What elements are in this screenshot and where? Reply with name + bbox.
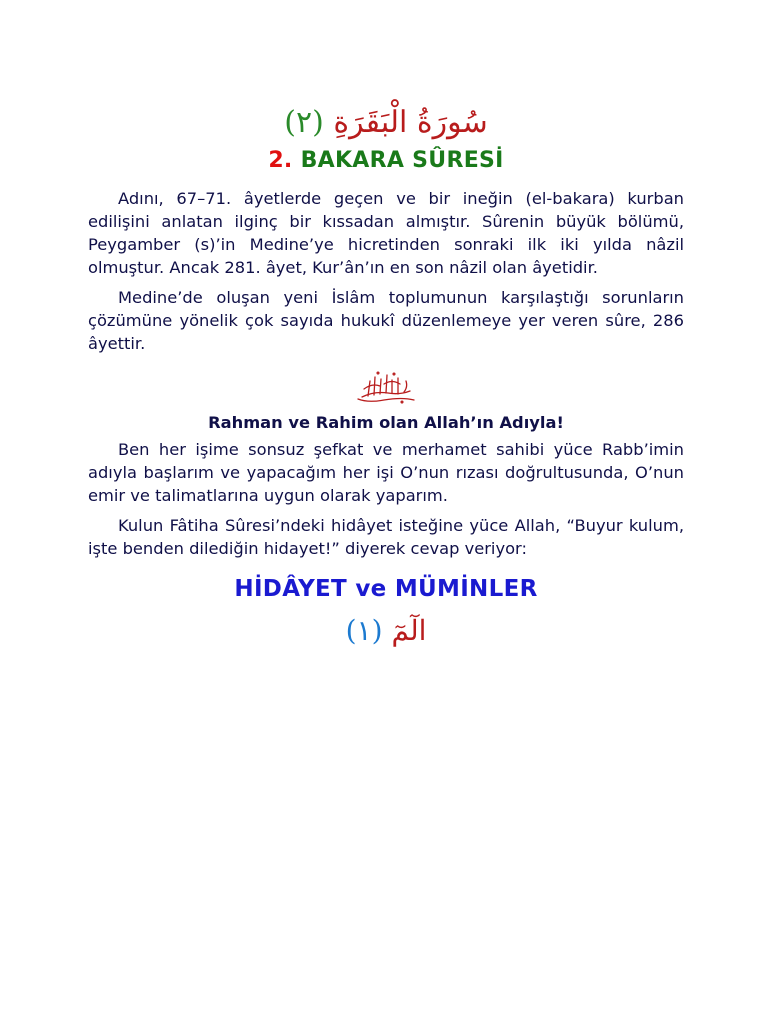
verse-1 [88,614,684,647]
basmala-paragraph-2: Kulun Fâtiha Sûresi’ndeki hidâyet isteğine yüce Allah, “Buyur kulum, işte benden dilediğin hidayet!” diyerek cevap veriyor: [88,516,684,558]
surah-heading [88,148,684,173]
verse-number: (١) [345,614,383,647]
section-title: HİDÂYET ve MÜMİNLER [234,576,538,602]
basmala-ornament [88,369,684,407]
basmala-paragraph-1: Ben her işime sonsuz şefkat ve merhamet sahibi yüce Rabb’imin adıyla başlarım ve yapacağım her işi O’nun rızası doğrultusunda, O’nun emir ve talimatlarına uygun olarak yaparım. [88,440,684,505]
page-content [88,100,684,647]
surah-title: BAKARA SÛRESİ [300,148,504,173]
intro-paragraph-2: Medine’de oluşan yeni İslâm toplumunun karşılaştığı sorunların çözümüne yönelik çok sayıda hukukî düzenlemeye yer veren sûre, 286 âyettir. [88,288,684,353]
surah-arabic-title [88,100,684,146]
intro-paragraph-1: Adını, 67–71. âyetlerde geçen ve bir ineğin (el-bakara) kurban edilişini anlatan ilginç bir kıssadan almıştır. Sûrenin büyük bölümü, Peygamber (s)’in Medine’ye hicretinden sonraki ilk iki yılda nâzil olmuştur. Ancak 281. âyet, Kur’ân’ın en son nâzil olan âyetidir. [88,189,684,277]
verse-arabic-text: الٓمٓ [391,614,427,647]
surah-arabic-name: سُورَةُ الْبَقَرَةِ [333,105,488,140]
basmala-heading: Rahman ve Rahim olan Allah’ın Adıyla! [208,413,564,432]
surah-arabic-number: (٢) [284,105,324,140]
surah-number: 2. [268,148,293,173]
basmala-calligraphy-icon [354,369,418,405]
